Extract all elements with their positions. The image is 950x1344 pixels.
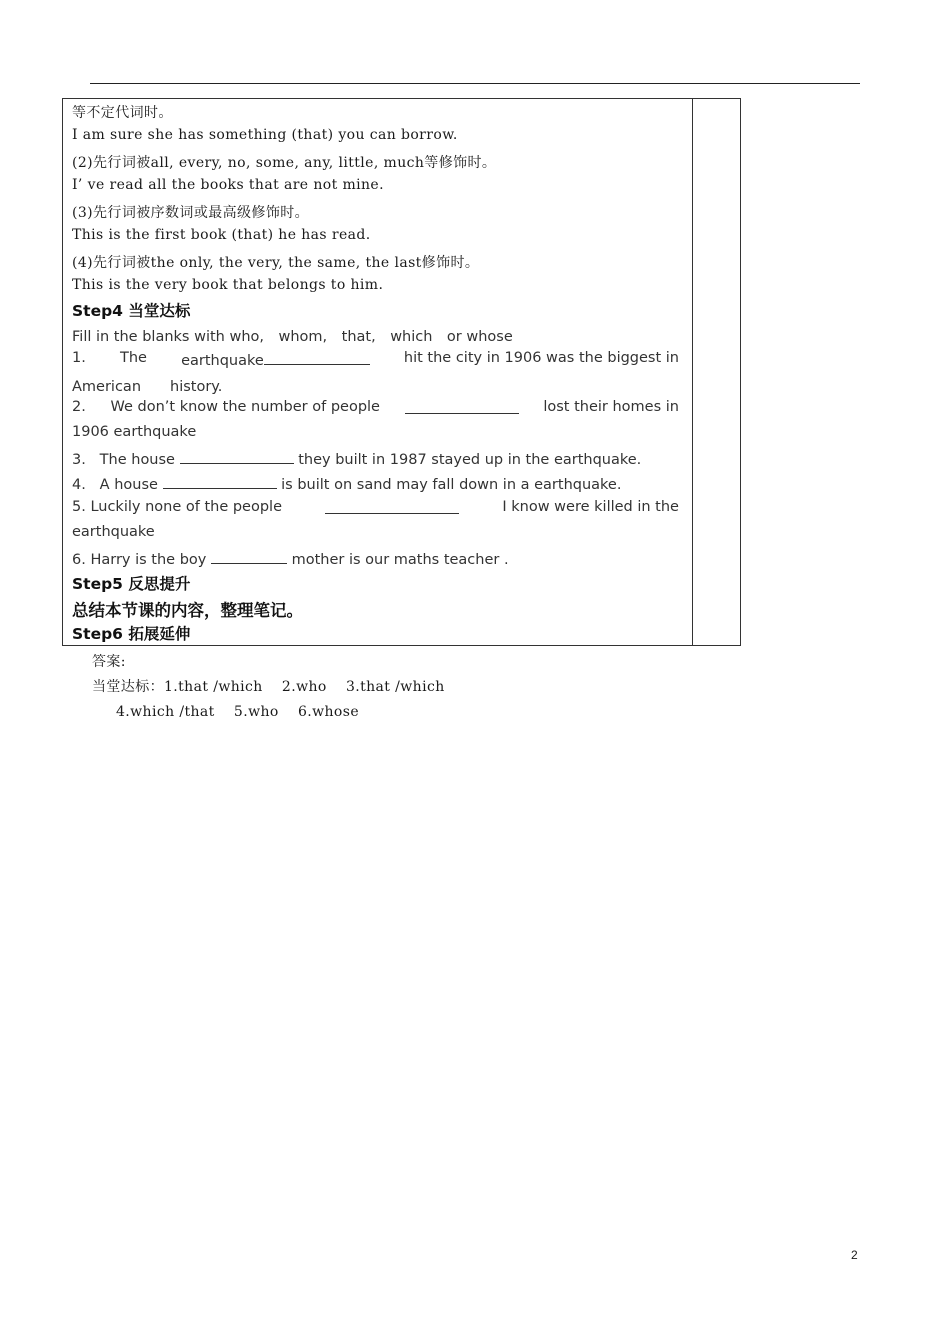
answer-blank[interactable] (163, 474, 277, 489)
table-side-column (692, 99, 693, 645)
text-line: (4)先行词被the only, the very, the same, the last修饰时。 (72, 255, 480, 271)
question-5-cont: earthquake (72, 524, 155, 540)
answer-blank[interactable] (211, 549, 287, 564)
question-4: 4. A house is built on sand may fall down in a earthquake. (72, 474, 621, 493)
question-2: 2. We don’t know the number of people lost their homes in (72, 399, 679, 415)
text-line: This is the very book that belongs to him. (72, 277, 384, 293)
text-line: 等不定代词时。 (72, 105, 173, 121)
answer-blank[interactable] (325, 499, 459, 514)
header-rule (90, 83, 860, 84)
step4-heading: Step4 当堂达标 (72, 302, 191, 320)
exercise-instruction: Fill in the blanks with who, whom, that, which or whose (72, 329, 513, 345)
lesson-table (62, 98, 741, 646)
text-line: (3)先行词被序数词或最高级修饰时。 (72, 205, 310, 221)
text-line: This is the first book (that) he has read. (72, 227, 371, 243)
text-line: I am sure she has something (that) you can borrow. (72, 127, 458, 143)
question-2-cont: 1906 earthquake (72, 424, 197, 440)
answers-line-2: 4.which /that 5.who 6.whose (116, 704, 360, 720)
text-line: (2)先行词被all, every, no, some, any, little, much等修饰时。 (72, 155, 497, 171)
question-1-cont: American history. (72, 379, 223, 395)
answer-blank[interactable] (180, 449, 294, 464)
text-line: I’ ve read all the books that are not mine. (72, 177, 384, 193)
answer-blank[interactable] (405, 399, 519, 414)
step6-heading: Step6 拓展延伸 (72, 625, 191, 643)
question-6: 6. Harry is the boy mother is our maths teacher . (72, 549, 509, 568)
question-1: 1. The earthquake hit the city in 1906 was the biggest in (72, 350, 679, 369)
step5-heading: Step5 反思提升 (72, 575, 191, 593)
summary-text: 总结本节课的内容，整理笔记。 (72, 601, 303, 620)
question-5: 5. Luckily none of the people I know were killed in the (72, 499, 679, 515)
answers-label: 答案: (92, 654, 126, 670)
answers-line-1: 当堂达标：1.that /which 2.who 3.that /which (92, 679, 445, 695)
question-3: 3. The house they built in 1987 stayed up in the earthquake. (72, 449, 641, 468)
answer-blank[interactable] (264, 350, 370, 365)
page-number: 2 (851, 1248, 858, 1262)
